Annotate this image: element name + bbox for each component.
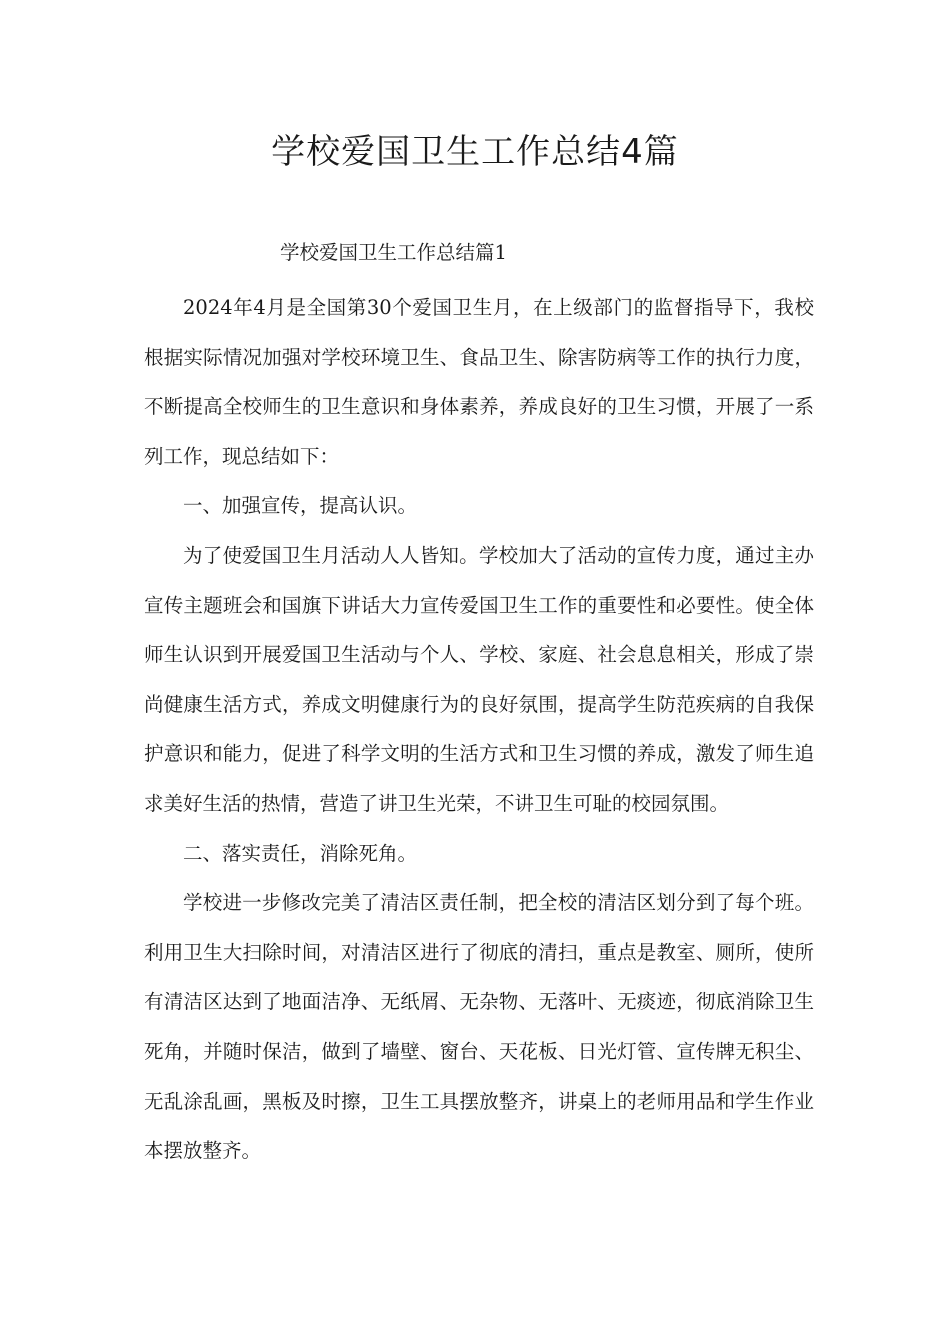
section-title: 学校爱国卫生工作总结篇1 (280, 241, 507, 264)
paragraph-responsibility: 学校进一步修改完美了清洁区责任制，把全校的清洁区划分到了每个班。利用卫生大扫除时间，对清洁区进行了彻底的清扫，重点是教室、厕所，使所有清洁区达到了地面洁净、无纸屑、无杂物、无落叶、无痰迹，彻底消除卫生死角，并随时保洁，做到了墙壁、窗台、天花板、日光灯管、宣传牌无积尘、无乱涂乱画，黑板及时擦，卫生工具摆放整齐，讲桌上的老师用品和学生作业本摆放整齐。 (144, 891, 814, 1163)
document-body (144, 283, 814, 1176)
subheading-responsibility: 二、落实责任，消除死角。 (183, 841, 418, 865)
paragraph-intro: 2024年4月是全国第30个爱国卫生月，在上级部门的监督指导下，我校根据实际情况加强对学校环境卫生、食品卫生、除害防病等工作的执行力度，不断提高全校师生的卫生意识和身体素养，养成良好的卫生习惯，开展了一系列工作，现总结如下： (144, 296, 814, 468)
paragraph-publicity: 为了使爱国卫生月活动人人皆知。学校加大了活动的宣传力度，通过主办宣传主题班会和国旗下讲话大力宣传爱国卫生工作的重要性和必要性。使全体师生认识到开展爱国卫生活动与个人、学校、家庭、社会息息相关，形成了崇尚健康生活方式，养成文明健康行为的良好氛围，提高学生防范疾病的自我保护意识和能力，促进了科学文明的生活方式和卫生习惯的养成，激发了师生追求美好生活的热情，营造了讲卫生光荣，不讲卫生可耻的校园氛围。 (144, 543, 814, 815)
subheading-publicity: 一、加强宣传，提高认识。 (183, 494, 418, 518)
document-title: 学校爱国卫生工作总结4篇 (271, 132, 679, 172)
